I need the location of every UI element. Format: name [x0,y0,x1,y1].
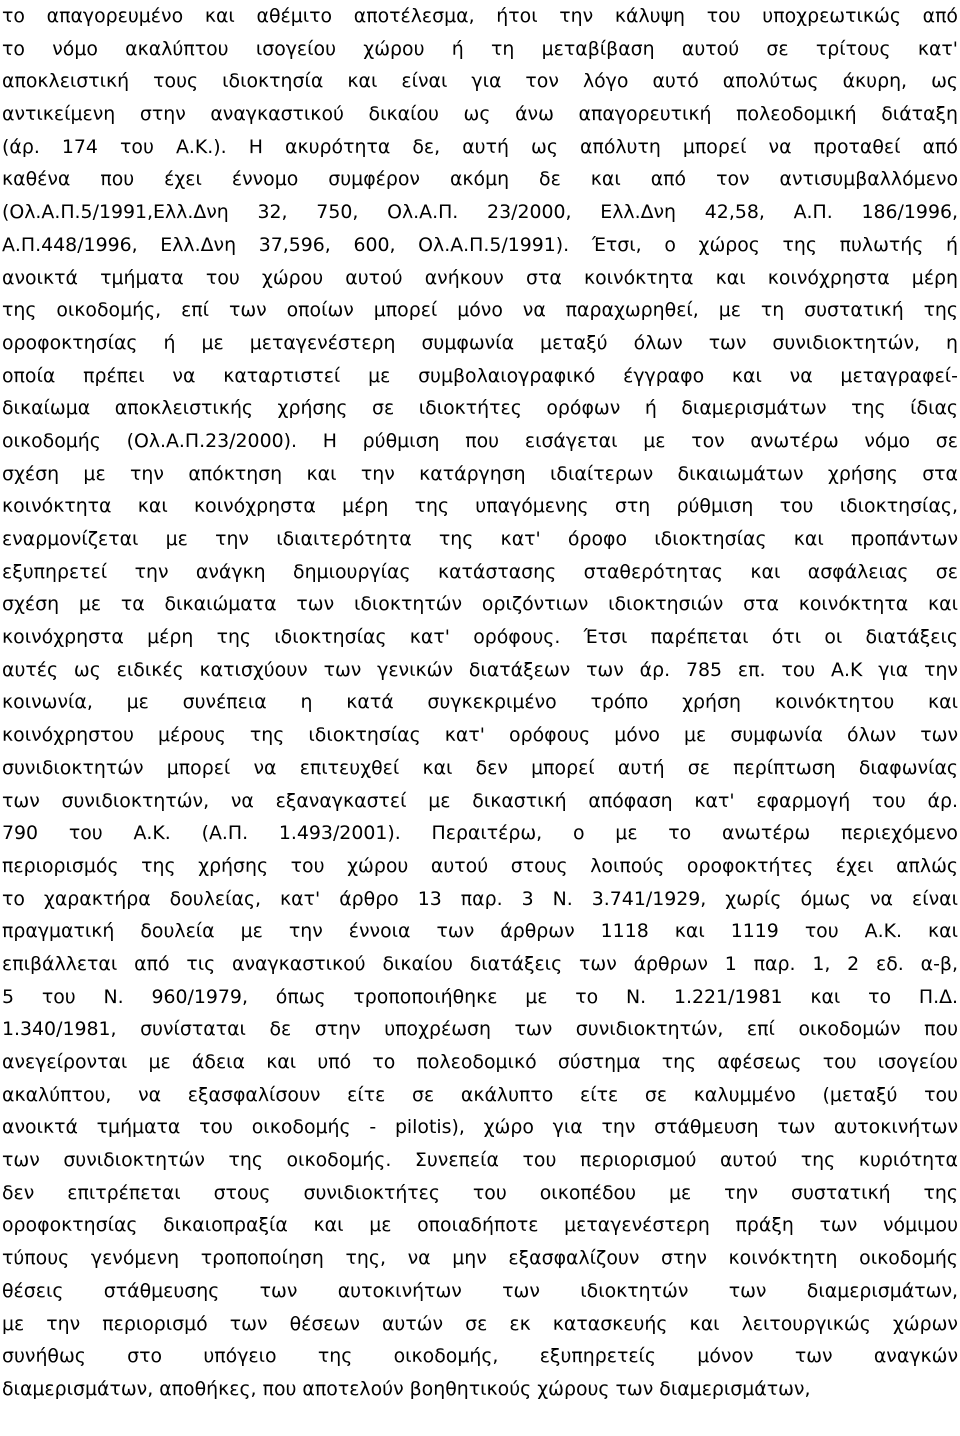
text-line-18: εξυπηρετεί την ανάγκη δημιουργίας κατάστασης σταθερότητας και ασφάλειας σε [2,560,958,583]
text-line-29: πραγματική δουλεία με την έννοια των άρθρων 1118 και 1119 του Α.Κ. και [2,920,958,943]
text-line-4: αντικείμενη στην αναγκαστικού δικαίου ως άνω απαγορευτική πολεοδομική διάταξη [2,103,958,126]
text-line-1: το απαγορευμένο και αθέμιτο αποτέλεσμα, ήτοι την κάλυψη του υποχρεωτικώς από [2,5,958,27]
text-line-23: κοινόχρηστου μέρους της ιδιοκτησίας κατ' ορόφους μόνο με συμφωνία όλων των [2,724,958,747]
text-line-22: κοινωνία, με συνέπεια η κατά συγκεκριμένο τρόπο χρήση κοινόκτητου και [2,691,958,714]
text-line-20: κοινόχρηστα μέρη της ιδιοκτησίας κατ' ορόφους. Έτσι παρέπεται ότι οι διατάξεις [2,626,958,649]
text-line-37: δεν επιτρέπεται στους συνιδιοκτήτες του οικοπέδου με την συστατική της [2,1181,958,1204]
text-line-30: επιβάλλεται από τις αναγκαστικού δικαίου διατάξεις των άρθρων 1 παρ. 1, 2 εδ. α-β, [2,952,958,975]
text-line-38: οροφοκτησίας δικαιοπραξία και με οποιαδήποτε μεταγενέστερη πράξη των νόμιμου [2,1214,958,1237]
text-line-10: της οικοδομής, επί των οποίων μπορεί μόνο να παραχωρηθεί, με τη συστατική της [2,299,958,322]
legal-text-body [2,0,958,1406]
text-line-5: (άρ. 174 του Α.Κ.). Η ακυρότητα δε, αυτή ως απόλυτη μπορεί να προταθεί από [2,135,958,158]
text-line-25: των συνιδιοκτητών, να εξαναγκαστεί με δικαστική απόφαση κατ' εφαρμογή του άρ. [2,789,958,812]
text-line-40: θέσεις στάθμευσης των αυτοκινήτων των ιδιοκτητών των διαμερισμάτων, [2,1279,958,1302]
text-line-36: των συνιδιοκτητών της οικοδομής. Συνεπεία του περιορισμού αυτού της κυριότητα [2,1149,958,1172]
text-line-42: συνήθως στο υπόγειο της οικοδομής, εξυπηρετείς μόνον των αναγκών [2,1345,958,1368]
text-line-43: διαμερισμάτων, αποθήκες, που αποτελούν βοηθητικούς χώρους των διαμερισμάτων, [2,1377,811,1400]
text-line-19: σχέση με τα δικαιώματα των ιδιοκτητών οριζόντιων ιδιοκτησιών στα κοινόκτητα και [2,593,958,616]
text-line-27: περιορισμός της χρήσης του χώρου αυτού στους λοιπούς οροφοκτήτες έχει απλώς [2,854,958,877]
text-line-26: 790 του Α.Κ. (Α.Π. 1.493/2001). Περαιτέρω, ο με το ανωτέρω περιεχόμενο [2,822,958,845]
text-line-13: δικαίωμα αποκλειστικής χρήσης σε ιδιοκτήτες ορόφων ή διαμερισμάτων της ίδιας [2,397,958,420]
text-line-28: το χαρακτήρα δουλείας, κατ' άρθρο 13 παρ. 3 Ν. 3.741/1929, χωρίς όμως να είναι [2,887,958,910]
text-line-9: ανοικτά τμήματα του χώρου αυτού ανήκουν στα κοινόκτητα και κοινόχρηστα μέρη [2,266,958,289]
text-line-12: οποία πρέπει να καταρτιστεί με συμβολαιογραφικό έγγραφο και να μεταγραφεί- [2,364,958,387]
text-line-14: οικοδομής (Ολ.Α.Π.23/2000). Η ρύθμιση που εισάγεται με τον ανωτέρω νόμο σε [2,429,958,452]
text-line-15: σχέση με την απόκτηση και την κατάργηση ιδιαίτερων δικαιωμάτων χρήσης στα [2,462,958,485]
text-line-24: συνιδιοκτητών μπορεί να επιτευχθεί και δεν μπορεί αυτή σε περίπτωση διαφωνίας [2,756,958,779]
text-line-41: με την περιορισμό των θέσεων αυτών σε εκ κατασκευής και λειτουργικώς χώρων [2,1312,958,1335]
text-line-2: το νόμο ακαλύπτου ισογείου χώρου ή τη μεταβίβαση αυτού σε τρίτους κατ' [2,37,958,60]
text-line-33: ανεγείρονται με άδεια και υπό το πολεοδομικό σύστημα της αφέσεως του ισογείου [2,1051,958,1073]
text-line-8: Α.Π.448/1996, Ελλ.Δνη 37,596, 600, Ολ.Α.Π.5/1991). Έτσι, ο χώρος της πυλωτής ή [2,233,958,256]
text-line-21: αυτές ως ειδικές κατισχύουν των γενικών διατάξεων των άρ. 785 επ. του Α.Κ για την [2,658,958,681]
text-line-39: τύπους γενόμενη τροποποίηση της, να μην εξασφαλίζουν στην κοινόκτητη οικοδομής [2,1247,958,1270]
text-line-11: οροφοκτησίας ή με μεταγενέστερη συμφωνία μεταξύ όλων των συνιδιοκτητών, η [2,331,958,354]
text-line-16: κοινόκτητα και κοινόχρηστα μέρη της υπαγόμενης στη ρύθμιση του ιδιοκτησίας, [2,495,958,518]
text-line-17: εναρμονίζεται με την ιδιαιτερότητα της κατ' όροφο ιδιοκτησίας και προπάντων [2,528,958,550]
text-line-7: (Ολ.Α.Π.5/1991,Ελλ.Δνη 32, 750, Ολ.Α.Π. 23/2000, Ελλ.Δνη 42,58, Α.Π. 186/1996, [2,201,958,224]
text-line-35: ανοικτά τμήματα του οικοδομής - pilotis), χώρο για την στάθμευση των αυτοκινήτων [2,1116,958,1139]
text-line-32: 1.340/1981, συνίσταται δε στην υποχρέωση των συνιδιοκτητών, επί οικοδομών που [2,1018,958,1041]
text-line-6: καθένα που έχει έννομο συμφέρον ακόμη δε και από τον αντισυμβαλλόμενο [2,168,958,191]
text-line-34: ακαλύπτου, να εξασφαλίσουν είτε σε ακάλυπτο είτε σε καλυμμένο (μεταξύ του [2,1083,958,1106]
text-line-31: 5 του Ν. 960/1979, όπως τροποποιήθηκε με το Ν. 1.221/1981 και το Π.Δ. [2,985,958,1008]
text-line-3: αποκλειστική τους ιδιοκτησία και είναι για τον λόγο αυτό απολύτως άκυρη, ως [2,70,958,93]
